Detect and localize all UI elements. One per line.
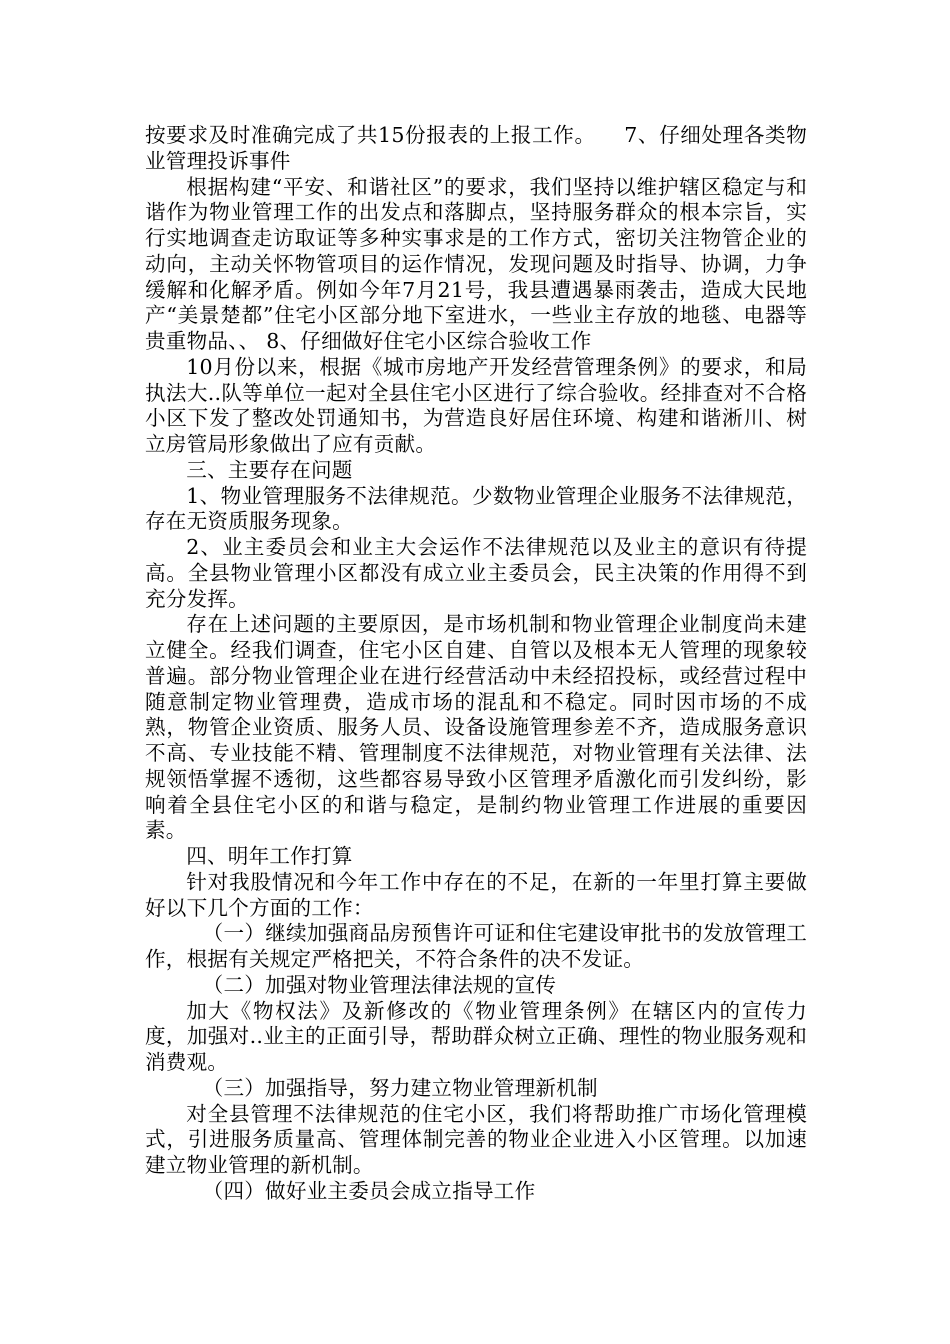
heading-next-year-plan: 四、明年工作打算	[186, 844, 353, 868]
paragraph-plan-intro: 针对我股情况和今年工作中存在的不足，在新的一年里打算主要做好以下几个方面的工作：	[145, 869, 807, 920]
paragraph-complaints: 根据构建“平安、和谐社区”的要求，我们坚持以维护辖区稳定与和谐作为物业管理工作的出发点和落脚点，坚持服务群众的根本宗旨，实行实地调查走访取证等多种实事求是的工作方式，密切关注物管企业的动向，主动关怀物管项目的运作情况，发现问题及时指导、协调，力争缓解和化解矛盾。例如今年7月21号，我县遭遇暴雨袭击，造成大民地产“美景楚都”住宅小区部分地下室进水，一些业主存放的地毯、电器等贵重物品、、 8、仔细做好住宅小区综合验收工作	[145, 174, 807, 353]
paragraph-plan-3: 对全县管理不法律规范的住宅小区，我们将帮助推广市场化管理模式，引进服务质量高、管理体制完善的物业企业进入小区管理。以加速建立物业管理的新机制。	[145, 1101, 807, 1177]
paragraph-plan-1: （一）继续加强商品房预售许可证和住宅建设审批书的发放管理工作，根据有关规定严格把关，不符合条件的决不发证。	[145, 921, 807, 971]
paragraph-plan-2: 加大《物权法》及新修改的《物业管理条例》在辖区内的宣传力度，加强对..业主的正面引导，帮助群众树立正确、理性的物业服务观和消费观。	[145, 998, 807, 1074]
heading-plan-4: （四）做好业主委员会成立指导工作	[202, 1178, 536, 1203]
paragraph-problem-2: 2、业主委员会和业主大会运作不法律规范以及业主的意识有待提高。全县物业管理小区都没有成立业主委员会，民主决策的作用得不到充分发挥。	[145, 535, 807, 611]
document-page	[145, 123, 807, 1205]
paragraph-acceptance: 10月份以来，根据《城市房地产开发经营管理条例》的要求，和局执法大..队等单位一起对全县住宅小区进行了综合验收。经排查对不合格小区下发了整改处罚通知书，为营造良好居住环境、构建和谐淅川、树立房管局形象做出了应有贡献。	[145, 354, 807, 456]
heading-plan-2: （二）加强对物业管理法律法规的宣传	[202, 972, 557, 997]
heading-main-problems: 三、主要存在问题	[186, 457, 353, 482]
heading-plan-3: （三）加强指导，努力建立物业管理新机制	[202, 1075, 598, 1100]
paragraph-problem-1: 1、物业管理服务不法律规范。少数物业管理企业服务不法律规范，存在无资质服务现象。	[145, 483, 807, 534]
paragraph-report-summary: 按要求及时准确完成了共15份报表的上报工作。 7、仔细处理各类物业管理投诉事件	[145, 123, 807, 173]
paragraph-main-causes: 存在上述问题的主要原因，是市场机制和物业管理企业制度尚未建立健全。经我们调查，住宅小区自建、自管以及根本无人管理的现象较普遍。部分物业管理企业在进行经营活动中未经招投标，或经营过程中随意制定物业管理费，造成市场的混乱和不稳定。同时因市场的不成熟，物管企业资质、服务人员、设备设施管理参差不齐，造成服务意识不高、专业技能不精、管理制度不法律规范，对物业管理有关法律、法规领悟掌握不透彻，这些都容易导致小区管理矛盾激化而引发纠纷，影响着全县住宅小区的和谐与稳定，是制约物业管理工作进展的重要因素。	[145, 612, 807, 843]
